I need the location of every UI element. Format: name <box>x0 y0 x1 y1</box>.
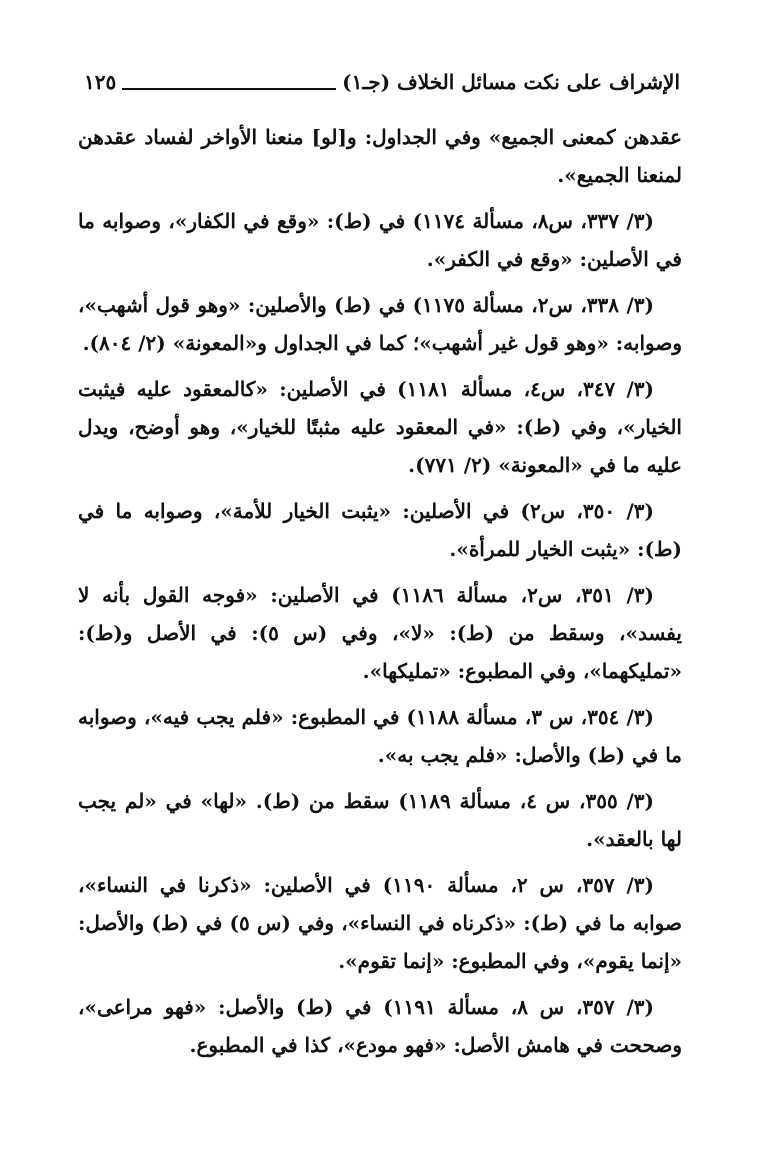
paragraph: (٣/ ٣٤٧، س٤، مسألة ١١٨١) في الأصلين: «كالمعقود عليه فيثبت الخيار»، وفي (ط): «في المعقود عليه مثبتًا للخيار»، وهو أوضح، ويدل عليه ما في «المعونة» (٢/ ٧٧١). <box>78 377 682 477</box>
paragraph: (٣/ ٣٥٠، س٢) في الأصلين: «يثبت الخيار للأمة»، وصوابه ما في (ط): «يثبت الخيار للمرأة». <box>78 499 682 561</box>
page-number: ١٢٥ <box>84 70 122 94</box>
paragraph: (٣/ ٣٥٥، س ٤، مسألة ١١٨٩) سقط من (ط). «لها» في «لم يجب لها بالعقد». <box>78 789 682 851</box>
paragraph: (٣/ ٣٥٧، س ٨، مسألة ١١٩١) في (ط) والأصل: «فهو مراعى»، وصححت في هامش الأصل: «فهو مودع»، كذا في المطبوع. <box>78 995 682 1057</box>
page-body <box>78 118 682 1072</box>
paragraph: (٣/ ٣٥٤، س ٣، مسألة ١١٨٨) في المطبوع: «فلم يجب فيه»، وصوابه ما في (ط) والأصل: «فلم يجب به». <box>78 705 682 767</box>
paragraph: عقدهن كمعنى الجميع» وفي الجداول: و[لو] منعنا الأواخر لفساد عقدهن لمنعنا الجميع». <box>78 125 682 187</box>
header-title: الإشراف على نكت مسائل الخلاف (جـ١) <box>336 70 680 94</box>
paragraph: (٣/ ٣٣٧، س٨، مسألة ١١٧٤) في (ط): «وقع في الكفار»، وصوابه ما في الأصلين: «وقع في الكفر». <box>78 209 682 271</box>
paragraph: (٣/ ٣٥٧، س ٢، مسألة ١١٩٠) في الأصلين: «ذكرنا في النساء»، صوابه ما في (ط): «ذكرناه في النساء»، وفي (س ٥) في (ط) والأصل: «إنما يقوم»، وفي المطبوع: «إنما تقوم». <box>78 873 682 973</box>
paragraph: (٣/ ٣٣٨، س٢، مسألة ١١٧٥) في (ط) والأصلين: «وهو قول أشهب»، وصوابه: «وهو قول غير أشهب»؛ كما في الجداول و«المعونة» (٢/ ٨٠٤). <box>78 293 682 355</box>
paragraph: (٣/ ٣٥١، س٢، مسألة ١١٨٦) في الأصلين: «فوجه القول بأنه لا يفسد»، وسقط من (ط): «لا»، وفي (س ٥): في الأصل و(ط): «تمليكهما»، وفي المطبوع: «تمليكها». <box>78 583 682 683</box>
running-header <box>84 68 680 104</box>
